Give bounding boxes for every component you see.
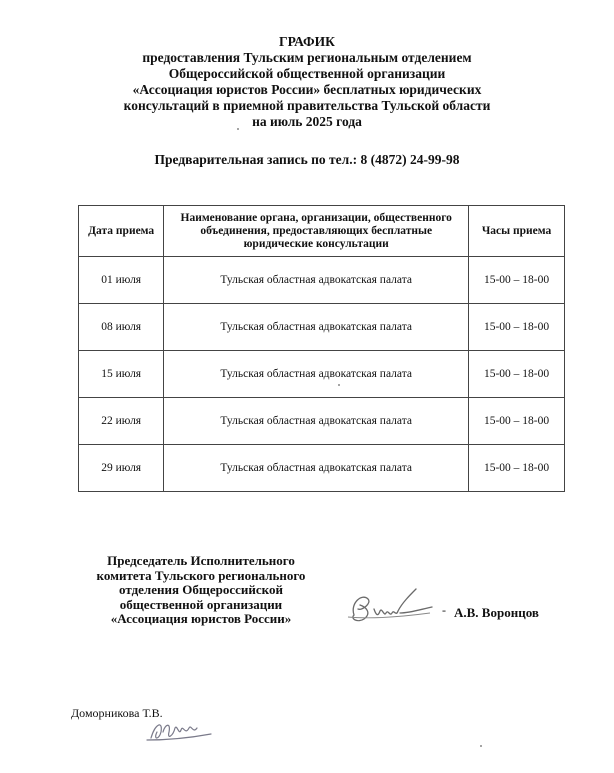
scan-speck [237, 128, 239, 130]
cell-organization: Тульская областная адвокатская палата [164, 257, 469, 304]
executor-name: Доморникова Т.В. [71, 706, 163, 720]
title-line: ГРАФИК [279, 34, 335, 49]
cell-date: 22 июля [79, 398, 164, 445]
table-row [79, 445, 565, 492]
table-row [79, 257, 565, 304]
position-line: «Ассоциация юристов России» [110, 611, 292, 626]
cell-hours: 15-00 – 18-00 [469, 445, 565, 492]
document-title [0, 34, 614, 130]
position-line: общественной организации [119, 596, 283, 612]
phone-line: Предварительная запись по тел.: 8 (4872) 24-99-98 [154, 152, 460, 167]
title-line: Общероссийской общественной организации [168, 66, 446, 81]
position-line: комитета Тульского регионального [96, 567, 306, 583]
cell-organization: Тульская областная адвокатская палата [164, 445, 469, 492]
signatory-name: А.В. Воронцов [454, 605, 539, 620]
table-header-row [79, 206, 565, 257]
cell-date: 01 июля [79, 257, 164, 304]
cell-date: 15 июля [79, 351, 164, 398]
position-line: отделения Общероссийской [119, 582, 283, 597]
cell-hours: 15-00 – 18-00 [469, 398, 565, 445]
table-row [79, 304, 565, 351]
cell-date: 08 июля [79, 304, 164, 351]
scan-speck [338, 384, 340, 386]
cell-hours: 15-00 – 18-00 [469, 304, 565, 351]
cell-hours: 15-00 – 18-00 [469, 257, 565, 304]
cell-date: 29 июля [79, 445, 164, 492]
title-line: предоставления Тульским региональным отделением [142, 50, 472, 65]
handwritten-signature [340, 583, 440, 633]
table-row [79, 398, 565, 445]
cell-hours: 15-00 – 18-00 [469, 351, 565, 398]
header-hours: Часы приема [469, 206, 565, 257]
header-organization: Наименование органа, организации, общественного объединения, предоставляющих бесплатные юридические консультации [164, 206, 469, 257]
scan-speck [480, 745, 482, 747]
cell-organization: Тульская областная адвокатская палата [164, 398, 469, 445]
position-line: Председатель Исполнительного [107, 553, 295, 568]
schedule-table [78, 205, 565, 492]
title-line: «Ассоциация юристов России» бесплатных юридических [132, 82, 482, 97]
title-line: консультаций в приемной правительства Тульской области [123, 98, 491, 113]
cell-organization: Тульская областная адвокатская палата [164, 351, 469, 398]
signature-dash: - [442, 603, 446, 617]
executor-signature [145, 714, 217, 748]
table-row [79, 351, 565, 398]
title-line: на июль 2025 года [252, 114, 362, 129]
signatory-position [70, 554, 332, 627]
cell-organization: Тульская областная адвокатская палата [164, 304, 469, 351]
header-date: Дата приема [79, 206, 164, 257]
